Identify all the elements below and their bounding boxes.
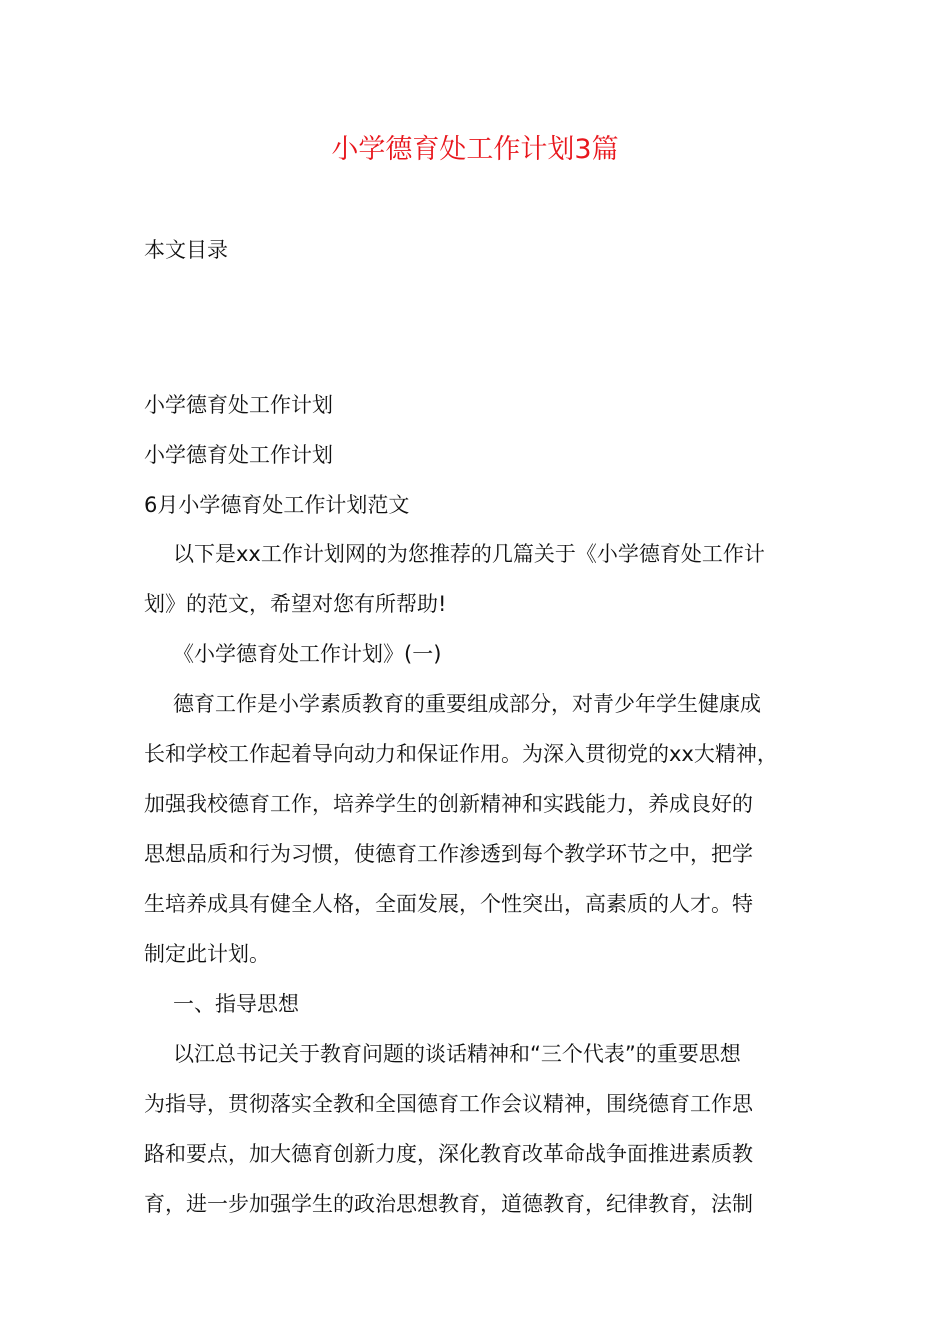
text-line: 思想品质和行为习惯，使德育工作渗透到每个教学环节之中，把学 xyxy=(144,842,753,866)
text-line: 长和学校工作起着导向动力和保证作用。为深入贯彻党的xx大精神， xyxy=(144,742,778,766)
text-line: 划》的范文，希望对您有所帮助! xyxy=(144,592,447,616)
text-line: 德育工作是小学素质教育的重要组成部分，对青少年学生健康成 xyxy=(173,692,761,716)
table-of-contents xyxy=(144,380,409,530)
toc-item[interactable]: 小学德育处工作计划 xyxy=(144,393,333,417)
text-line: 路和要点，加大德育创新力度，深化教育改革命战争面推进素质教 xyxy=(144,1142,753,1166)
section-heading: 一、指导思想 xyxy=(173,992,299,1016)
toc-item[interactable]: 小学德育处工作计划 xyxy=(144,443,333,467)
toc-item[interactable]: 6月小学德育处工作计划范文 xyxy=(144,493,410,517)
text-line: 生培养成具有健全人格，全面发展，个性突出，高素质的人才。特 xyxy=(144,892,753,916)
text-line: 以下是xx工作计划网的为您推荐的几篇关于《小学德育处工作计 xyxy=(173,542,765,566)
text-line: 为指导，贯彻落实全教和全国德育工作会议精神，围绕德育工作思 xyxy=(144,1092,753,1116)
text-line: 制定此计划。 xyxy=(144,942,270,966)
toc-heading: 本文目录 xyxy=(144,238,228,262)
text-line: 育，进一步加强学生的政治思想教育，道德教育，纪律教育，法制 xyxy=(144,1192,753,1216)
section-title: 《小学德育处工作计划》(一) xyxy=(173,642,442,666)
body-text xyxy=(144,529,816,1229)
text-line: 以江总书记关于教育问题的谈话精神和“三个代表”的重要思想 xyxy=(173,1042,741,1066)
text-line: 加强我校德育工作，培养学生的创新精神和实践能力，养成良好的 xyxy=(144,792,753,816)
document-title: 小学德育处工作计划3篇 xyxy=(331,134,619,165)
